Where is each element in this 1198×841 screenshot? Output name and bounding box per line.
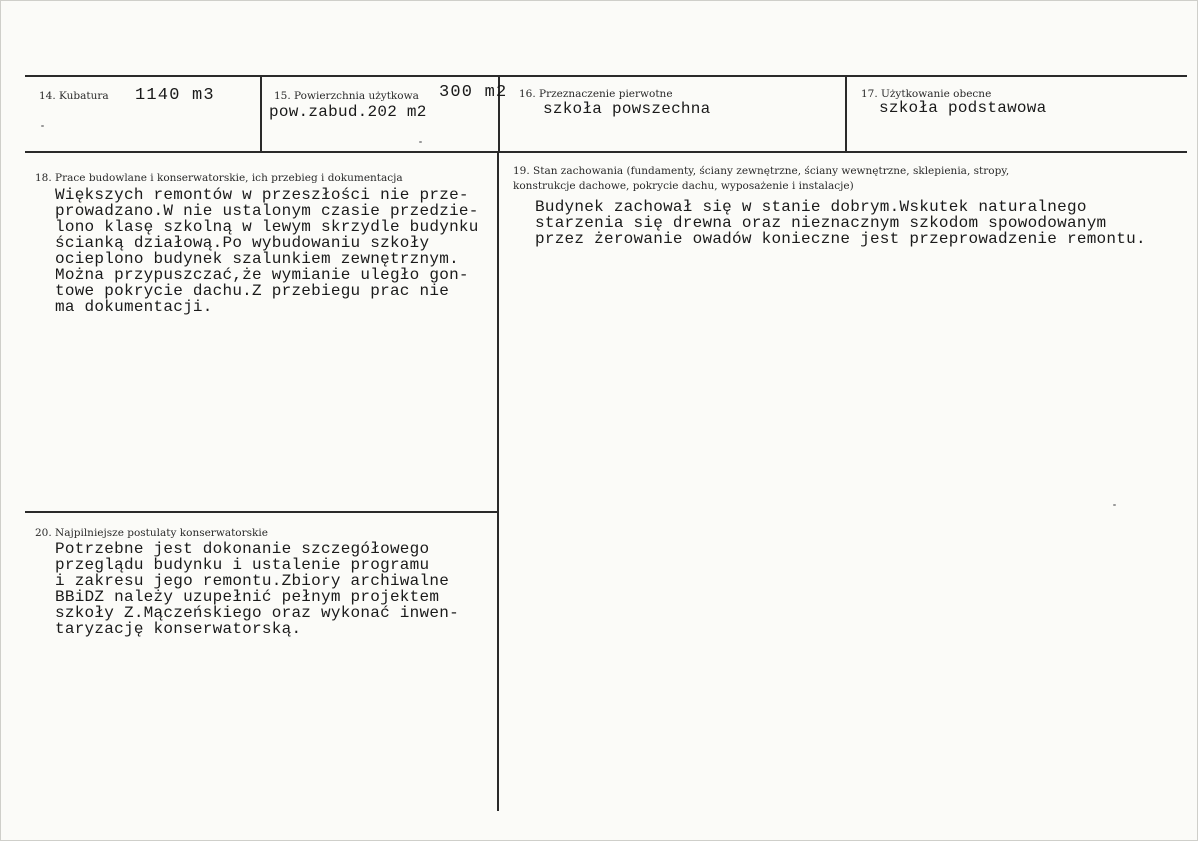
postulaty-line: taryzację konserwatorską. bbox=[55, 620, 302, 638]
prace-line: ścianką działową.Po wybudowaniu szkoły bbox=[55, 234, 430, 252]
stan-line: przez żerowanie owadów konieczne jest przeprowadzenie remontu. bbox=[535, 230, 1146, 248]
postulaty-line: i zakresu jego remontu.Zbiory archiwalne bbox=[55, 572, 450, 590]
top-rule bbox=[25, 75, 1187, 77]
prace-line: towe pokrycie dachu.Z przebiegu prac nie bbox=[55, 282, 450, 300]
stan-line: starzenia się drewna oraz nieznacznym szkodom spowodowanym bbox=[535, 214, 1107, 232]
header-divider-3 bbox=[845, 77, 847, 151]
stan-line: Budynek zachował się w stanie dobrym.Wskutek naturalnego bbox=[535, 198, 1087, 216]
postulaty-line: BBiDZ należy uzupełnić pełnym projektem bbox=[55, 588, 440, 606]
prace-line: ma dokumentacji. bbox=[55, 298, 213, 316]
powierzchnia-label: 15. Powierzchnia użytkowa bbox=[274, 90, 419, 102]
paper-speck bbox=[419, 141, 422, 143]
prace-line: prowadzano.W nie ustalonym czasie przedzie- bbox=[55, 202, 479, 220]
stan-label-line1: 19. Stan zachowania (fundamenty, ściany zewnętrzne, ściany wewnętrzne, sklepienia, stropy, bbox=[513, 165, 1010, 177]
left-section-divider bbox=[25, 511, 497, 513]
stan-label-line2: konstrukcje dachowe, pokrycie dachu, wyposażenie i instalacje) bbox=[513, 180, 854, 192]
uzytkowanie-label: 17. Użytkowanie obecne bbox=[861, 88, 992, 100]
kubatura-label: 14. Kubatura bbox=[39, 90, 109, 102]
postulaty-line: Potrzebne jest dokonanie szczegółowego bbox=[55, 540, 430, 558]
przeznaczenie-label: 16. Przeznaczenie pierwotne bbox=[519, 88, 673, 100]
postulaty-line: szkoły Z.Mączeńskiego oraz wykonać inwen- bbox=[55, 604, 459, 622]
postulaty-line: przeglądu budynku i ustalenie programu bbox=[55, 556, 430, 574]
powierzchnia-zabudowy: pow.zabud.202 m2 bbox=[269, 103, 427, 121]
paper-speck bbox=[41, 125, 44, 127]
header-bottom-rule bbox=[25, 151, 1187, 153]
prace-label: 18. Prace budowlane i konserwatorskie, ich przebieg i dokumentacja bbox=[35, 172, 403, 184]
postulaty-label: 20. Najpilniejsze postulaty konserwatorskie bbox=[35, 527, 268, 539]
prace-line: ocieplono budynek szalunkiem zewnętrznym. bbox=[55, 250, 459, 268]
prace-line: Można przypuszczać,że wymianie uległo gon- bbox=[55, 266, 469, 284]
prace-line: Większych remontów w przeszłości nie prze- bbox=[55, 186, 469, 204]
paper-speck bbox=[1113, 504, 1116, 506]
prace-line: lono klasę szkolną w lewym skrzydle budynku bbox=[55, 218, 479, 236]
main-vertical-divider bbox=[497, 152, 499, 811]
przeznaczenie-value: szkoła powszechna bbox=[543, 100, 711, 118]
header-divider-1 bbox=[260, 77, 262, 151]
kubatura-value: 1140 m3 bbox=[135, 86, 215, 105]
uzytkowanie-value: szkoła podstawowa bbox=[879, 99, 1047, 117]
powierzchnia-value: 300 m2 bbox=[439, 83, 508, 102]
